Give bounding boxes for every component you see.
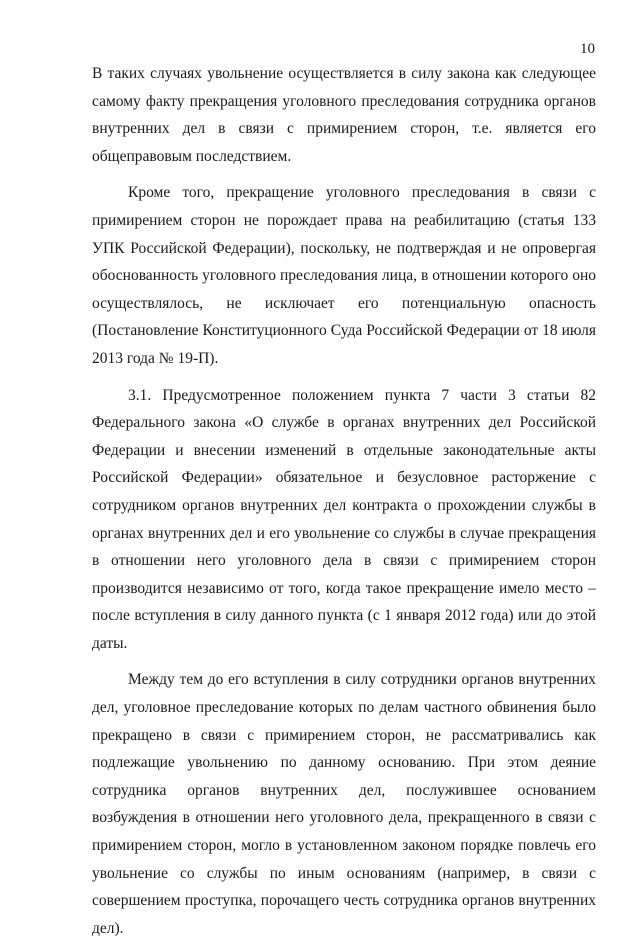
paragraph-rehabilitation: Кроме того, прекращение уголовного преследования в связи с примирением сторон не порождает права на реабилитацию (статья 133 УПК Российской Федерации), поскольку, не подтверждая и не опровергая обоснованность уголовного преследования лица, в отношении которого оно осуществлялось, не исключает его потенциальную опасность (Постановление Конституционного Суда Российской Федерации от 18 июля 2013 года № 19-П).: [92, 184, 596, 367]
paragraph-continuation: В таких случаях увольнение осуществляется в силу закона как следующее самому факту прекращения уголовного преследования сотрудника органов внутренних дел в связи с примирением сторон, т.е. является его общеправовым последствием.: [92, 65, 596, 165]
page-number: 10: [580, 41, 595, 57]
document-body: [92, 60, 596, 951]
paragraph-prior-practice: Между тем до его вступления в силу сотрудники органов внутренних дел, уголовное преследование которых по делам частного обвинения было прекращено в связи с примирением сторон, не рассматривались как подлежащие увольнению по данному основанию. При этом деяние сотрудника органов внутренних дел, послужившее основанием возбуждения в отношении него уголовного дела, прекращенного в связи с примирением сторон, могло в установленном законом порядке повлечь его увольнение со службы по иным основаниям (например, в связи с совершением проступка, порочащего честь сотрудника органов внутренних дел).: [92, 671, 596, 937]
paragraph-section-3-1: 3.1. Предусмотренное положением пункта 7 части 3 статьи 82 Федерального закона «О службе в органах внутренних дел Российской Федерации и внесении изменений в отдельные законодательные акты Российской Федерации» обязательное и безусловное расторжение с сотрудником органов внутренних дел контракта о прохождении службы в органах внутренних дел и его увольнение со службы в случае прекращения в отношении него уголовного дела в связи с примирением сторон производится независимо от того, когда такое прекращение имело место – после вступления в силу данного пункта (с 1 января 2012 года) или до этой даты.: [92, 386, 596, 652]
